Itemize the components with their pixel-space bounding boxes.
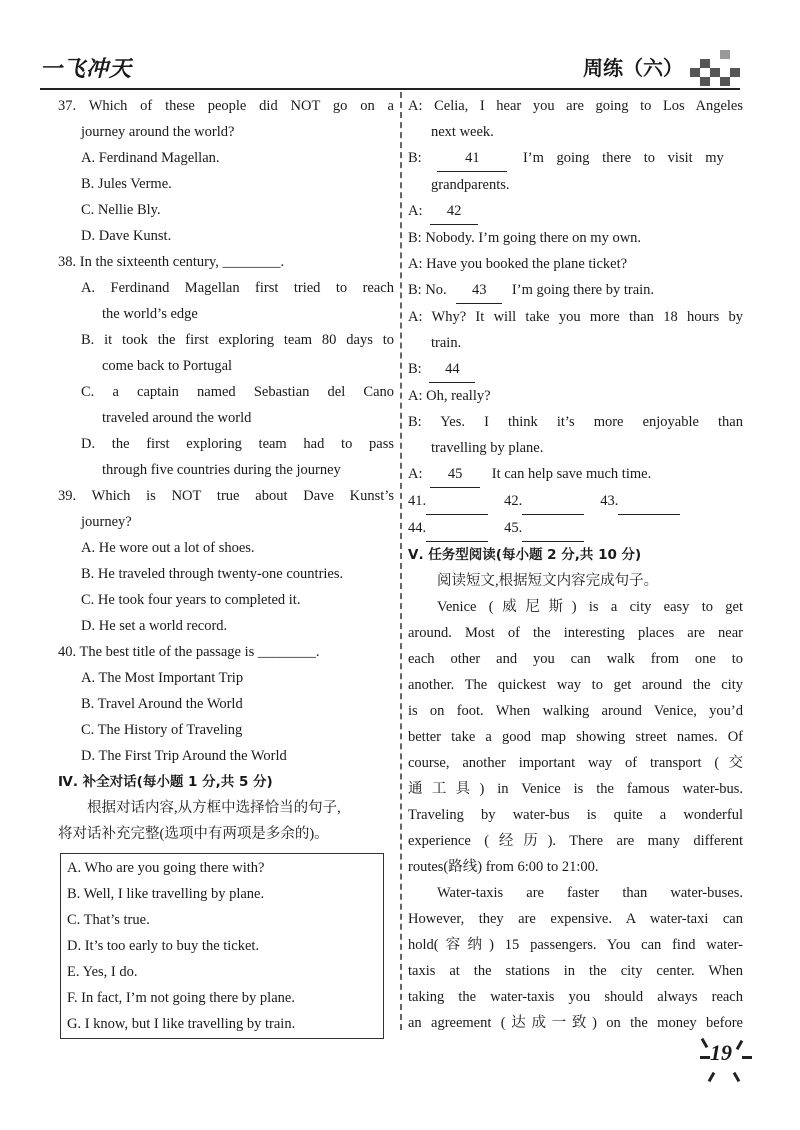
p2-line-4: taxis at the stations in the city center. When xyxy=(408,963,743,979)
dialogue-line-2 xyxy=(408,145,743,172)
q39-stem-line2: journey? xyxy=(81,514,132,530)
dialogue xyxy=(408,93,743,488)
speaker-b-no: B: No. xyxy=(408,282,447,298)
header-rule xyxy=(40,88,740,90)
q38-option-b-cont: come back to Portugal xyxy=(102,358,233,374)
ray-decoration xyxy=(708,1072,716,1082)
speaker-b: B: xyxy=(408,150,422,166)
dialogue-line-8 xyxy=(408,356,743,383)
section-4 xyxy=(58,769,394,1039)
p2-line-3: hold(容纳) 15 passengers. You can find water- xyxy=(408,937,743,953)
passage-paragraph-1 xyxy=(408,594,743,880)
q38-option-a-cont: the world’s edge xyxy=(102,306,198,322)
answer-blank-42[interactable] xyxy=(522,488,584,515)
page-number: 19 xyxy=(710,1040,732,1065)
dialogue-line-9: A: Oh, really? xyxy=(408,388,491,404)
speaker-a: A: xyxy=(408,203,423,219)
answer-label-42: 42. xyxy=(504,493,523,509)
q38-stem: 38. In the sixteenth century, ________. xyxy=(58,254,285,270)
passage-paragraph-2 xyxy=(408,880,743,1036)
box-option-a: A. Who are you going there with? xyxy=(67,860,265,876)
dialogue-line-4: B: Nobody. I’m going there on my own. xyxy=(408,230,642,246)
dialogue-line-10: B: Yes. I think it’s more enjoyable than xyxy=(408,414,743,430)
q39-stem-line1: 39. Which is NOT true about Dave Kunst’s xyxy=(58,488,394,504)
q40-stem: 40. The best title of the passage is ________. xyxy=(58,644,320,660)
answer-blank-45[interactable] xyxy=(522,515,584,542)
answer-blank-41[interactable] xyxy=(426,488,488,515)
section-5 xyxy=(408,542,743,1036)
q39-option-a: A. He wore out a lot of shoes. xyxy=(81,540,255,556)
q37-option-c: C. Nellie Bly. xyxy=(81,202,161,218)
box-option-b: B. Well, I like travelling by plane. xyxy=(67,886,265,902)
box-option-g: G. I know, but I like travelling by train. xyxy=(67,1016,296,1032)
q37-option-a: A. Ferdinand Magellan. xyxy=(81,150,220,166)
q38-option-d: D. the first exploring team had to pass xyxy=(81,436,394,452)
answer-lines xyxy=(408,488,743,542)
q37-option-d: D. Dave Kunst. xyxy=(81,228,172,244)
answer-blank-44[interactable] xyxy=(426,515,488,542)
checker-decoration xyxy=(690,50,742,86)
left-column xyxy=(58,93,394,1039)
answer-label-44: 44. xyxy=(408,520,427,536)
q40-option-c: C. The History of Traveling xyxy=(81,722,243,738)
q40-option-a: A. The Most Important Trip xyxy=(81,670,244,686)
ray-decoration xyxy=(700,1056,710,1059)
q40-option-b: B. Travel Around the World xyxy=(81,696,243,712)
ray-decoration xyxy=(736,1040,744,1050)
option-box xyxy=(60,853,384,1039)
answer-label-43: 43. xyxy=(600,493,619,509)
p1-line-2: around. Most of the interesting places are near xyxy=(408,625,743,641)
p1-line-8: 通工具) in Venice is the famous water-bus. xyxy=(408,781,743,797)
p1-line-9: Traveling by water-bus is quite a wonderful xyxy=(408,807,743,823)
p1-line-1: Venice (威尼斯) is a city easy to get xyxy=(437,599,743,615)
p1-line-3: each other and you can walk from one to xyxy=(408,651,743,667)
p1-line-5: is on foot. When walking around Venice, you’d xyxy=(408,703,743,719)
section-5-title: Ⅴ. 任务型阅读(每小题 2 分,共 10 分) xyxy=(408,547,642,563)
question-39 xyxy=(58,483,394,639)
q38-option-c-cont: traveled around the world xyxy=(102,410,252,426)
right-column xyxy=(408,93,743,1036)
q38-option-b: B. it took the first exploring team 80 days to xyxy=(81,332,394,348)
q37-option-b: B. Jules Verme. xyxy=(81,176,172,192)
q38-option-a: A. Ferdinand Magellan first tried to reach xyxy=(81,280,394,296)
dialogue-line-2-cont: grandparents. xyxy=(431,177,510,193)
box-option-c: C. That’s true. xyxy=(67,912,150,928)
q38-option-c: C. a captain named Sebastian del Cano xyxy=(81,384,394,400)
section-4-instruction-2: 将对话补充完整(选项中有两项是多余的)。 xyxy=(58,826,329,842)
ray-decoration xyxy=(733,1072,741,1082)
box-option-e: E. Yes, I do. xyxy=(67,964,138,980)
dialogue-line-1-cont: next week. xyxy=(431,124,494,140)
dialogue-line-6-text: I’m going there by train. xyxy=(511,282,655,298)
q39-option-b: B. He traveled through twenty-one countries. xyxy=(81,566,344,582)
q39-option-d: D. He set a world record. xyxy=(81,618,228,634)
week-label: 周练（六） xyxy=(583,58,683,80)
blank-41: 41 xyxy=(437,145,507,172)
ray-decoration xyxy=(742,1056,752,1059)
p2-line-2: However, they are expensive. A water-taxi can xyxy=(408,911,743,927)
p1-line-10: experience (经历). There are many different xyxy=(408,833,743,849)
blank-45: 45 xyxy=(430,461,480,488)
speaker-b-44: B: xyxy=(408,361,422,377)
dialogue-line-3 xyxy=(408,198,743,225)
dialogue-line-5: A: Have you booked the plane ticket? xyxy=(408,256,628,272)
question-37 xyxy=(58,93,394,249)
answer-label-41: 41. xyxy=(408,493,427,509)
dialogue-line-2-text: I’m going there to visit my xyxy=(522,150,724,166)
q39-option-c: C. He took four years to completed it. xyxy=(81,592,301,608)
dialogue-line-11-text: It can help save much time. xyxy=(491,466,652,482)
section-4-title: Ⅳ. 补全对话(每小题 1 分,共 5 分) xyxy=(58,774,273,790)
blank-42: 42 xyxy=(430,198,478,225)
answer-label-45: 45. xyxy=(504,520,523,536)
brand-logo-text: 一飞冲天 xyxy=(40,56,133,81)
answer-row-2 xyxy=(408,515,743,542)
box-option-d: D. It’s too early to buy the ticket. xyxy=(67,938,260,954)
dialogue-line-7-cont: train. xyxy=(431,335,462,351)
section-5-instruction: 阅读短文,根据短文内容完成句子。 xyxy=(437,573,659,589)
p2-line-5: taking the water-taxis you should always reach xyxy=(408,989,743,1005)
section-4-instruction-1: 根据对话内容,从方框中选择恰当的句子, xyxy=(87,800,341,816)
p2-line-6: an agreement (达成一致) on the money before xyxy=(408,1015,743,1031)
q40-option-d: D. The First Trip Around the World xyxy=(81,748,287,764)
q37-stem-line1: 37. Which of these people did NOT go on a xyxy=(58,98,394,114)
p1-line-11: routes(路线) from 6:00 to 21:00. xyxy=(408,859,599,875)
box-option-f: F. In fact, I’m not going there by plane. xyxy=(67,990,295,1006)
p1-line-7: course, another important way of transport (交 xyxy=(408,755,743,771)
answer-blank-43[interactable] xyxy=(618,488,680,515)
question-40 xyxy=(58,639,394,769)
blank-44: 44 xyxy=(429,356,475,383)
column-divider xyxy=(400,92,402,1030)
dialogue-line-11 xyxy=(408,461,743,488)
dialogue-line-1: A: Celia, I hear you are going to Los Angeles xyxy=(408,98,743,114)
question-38 xyxy=(58,249,394,483)
p1-line-6: better take a good map showing street names. Of xyxy=(408,729,743,745)
blank-43: 43 xyxy=(456,277,502,304)
speaker-a-45: A: xyxy=(408,466,423,482)
answer-row-1 xyxy=(408,488,743,515)
dialogue-line-10-cont: travelling by plane. xyxy=(431,440,544,456)
dialogue-line-7: A: Why? It will take you more than 18 hours by xyxy=(408,309,743,325)
q38-option-d-cont: through five countries during the journey xyxy=(102,462,341,478)
p1-line-4: another. The quickest way to get around the city xyxy=(408,677,743,693)
p2-line-1: Water-taxis are faster than water-buses. xyxy=(437,885,743,901)
q37-stem-line2: journey around the world? xyxy=(81,124,235,140)
dialogue-line-6 xyxy=(408,277,743,304)
ray-decoration xyxy=(701,1038,709,1048)
